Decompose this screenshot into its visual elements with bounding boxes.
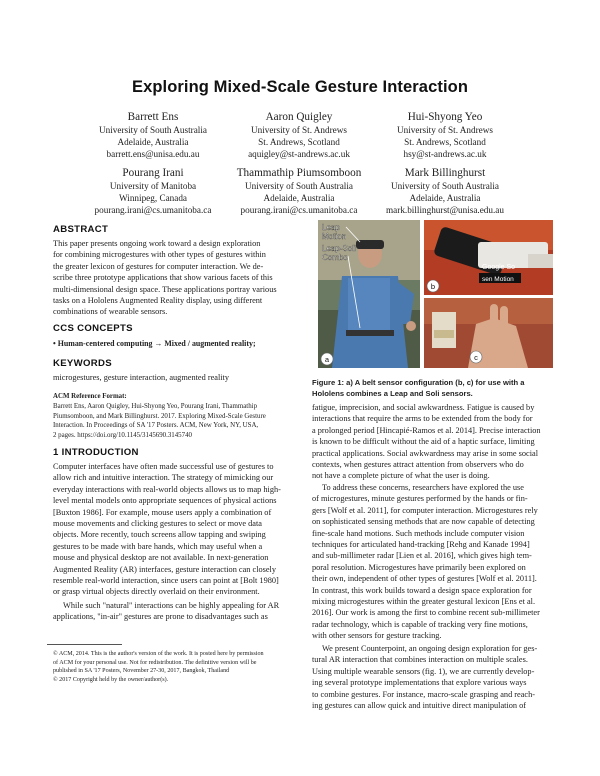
text-line: In contrast, this work builds toward a design space exploration for <box>312 585 532 595</box>
figure-label-google-soli: Google So <box>482 264 516 271</box>
intro-heading: 1 INTRODUCTION <box>53 447 139 458</box>
text-line: tasks on a Hololens Augmented Reality display, using different <box>53 296 263 306</box>
figure-panel-a <box>318 220 420 368</box>
text-line: © 2017 Copyright held by the owner/author(s). <box>53 676 169 683</box>
text-line: or grasp virtual objects directly overlaid on their environment. <box>53 587 260 597</box>
text-line: We present Counterpoint, an ongoing design exploration for ges- <box>322 644 538 653</box>
paper-title: Exploring Mixed-Scale Gesture Interaction <box>131 78 469 96</box>
author-block <box>350 110 540 161</box>
author-location: Winnipeg, Canada <box>118 193 187 204</box>
author-location: Adelaide, Australia <box>117 137 189 148</box>
text-line: 2016]. Our work is among the first to combine recent sub-millimeter <box>312 608 540 618</box>
ccs-heading: CCS CONCEPTS <box>53 323 133 334</box>
intro-body-continued <box>53 600 305 623</box>
text-line: While such "natural" interactions can be highly appealing for AR <box>63 601 280 610</box>
text-line: contexts, when gestures attract attention from observers who do <box>312 460 524 470</box>
text-line: gestures to be made with bare hands, which may useful when a <box>53 541 263 551</box>
text-line: allow rich and intuitive interaction. The strategy of mimicking our <box>53 473 274 483</box>
author-email: pourang.irani@cs.umanitoba.ca <box>240 205 358 216</box>
author-affiliation: University of South Australia <box>99 125 207 135</box>
author-location: Adelaide, Australia <box>409 193 481 204</box>
author-affiliation: University of South Australia <box>391 181 499 191</box>
text-line: Augmented Reality (AR) interfaces, gesture interaction can closely <box>53 564 277 574</box>
text-line: Figure 1: a) A belt sensor configuration (b, c) for use with a <box>312 378 525 387</box>
ccs-text: • Human-centered computing → Mixed / augmented reality; <box>53 339 256 348</box>
figure-label-leap: Leap <box>322 223 340 232</box>
text-line: mouse and physical desktop are not available. In next-generation <box>53 553 269 563</box>
author-name: Mark Billinghurst <box>404 167 486 179</box>
text-line: practical applications. Social awkwardness may arise in some social <box>312 448 539 458</box>
text-line: published in SA '17 Posters, November 27-30, 2017, Bangkok, Thailand <box>53 668 230 675</box>
author-name: Thammathip Piumsomboon <box>236 167 362 179</box>
figure-label-sensor: sen Motion <box>482 276 514 283</box>
text-line: Using multiple wearable sensors (fig. 1), we are currently develop- <box>312 666 535 676</box>
text-line: their own, independent of other types of gestures [Wolf et al. 2011]. <box>312 574 537 584</box>
text-line: Computer interfaces have often made successful use of gestures to <box>53 462 274 471</box>
author-affiliation: University of South Australia <box>245 181 353 191</box>
text-line: the greater lexicon of gestures for computer interaction. We de- <box>53 261 264 271</box>
text-line: Piumsomboon, and Mark Billinghurst. 2017. Exploring Mixed-Scale Gesture <box>53 412 266 420</box>
acm-ref-body <box>53 402 313 440</box>
text-line: This paper presents ongoing work toward a design exploration <box>53 239 261 248</box>
author-email: mark.billinghurst@unisa.edu.au <box>386 205 504 216</box>
intro-body <box>53 461 305 598</box>
text-line: fatigue, imprecision, and social awkwardness. Fatigue is caused by <box>312 403 535 412</box>
footnote <box>53 650 313 684</box>
figure-label-leap-soli: Leap-Soli <box>322 244 356 253</box>
abstract-body <box>53 238 305 318</box>
author-location: Adelaide, Australia <box>263 193 335 204</box>
figure-label-combo: Combo <box>322 253 348 262</box>
author-location: St. Andrews, Scotland <box>258 137 340 148</box>
author-email: aquigley@st-andrews.ac.uk <box>248 149 350 160</box>
text-line: fine-scale hand motions. Such methods include computer vision <box>312 528 525 538</box>
keywords-heading: KEYWORDS <box>53 358 112 369</box>
text-line: ing several prototype implementations that explore various ways <box>312 678 527 688</box>
footnote-rule <box>47 644 122 645</box>
text-line: and sub-millimeter radar [Lien et al. 2016], which gives high tem- <box>312 551 532 561</box>
figure-caption <box>312 378 557 399</box>
text-line: not have a complete picture of what the user is doing. <box>312 471 490 481</box>
text-line: [Buxton 1986]. For example, mouse users apply a combination of <box>53 507 272 517</box>
text-line: © ACM, 2014. This is the author's version of the work. It is posted here by permission <box>53 651 264 657</box>
figure-panel-b <box>424 220 553 295</box>
author-email: hsy@st-andrews.ac.uk <box>403 149 487 160</box>
text-line: To address these concerns, researchers have explored the use <box>322 483 524 492</box>
author-block <box>350 166 540 217</box>
author-affiliation: University of St. Andrews <box>397 125 493 135</box>
right-paragraph-3 <box>312 643 557 711</box>
text-line: scribe three prototype applications that show various facets of this <box>53 273 273 283</box>
text-line: poral resolution. Microgestures have primarily been explored on <box>312 562 526 572</box>
text-line: of ACM for your personal use. Not for redistribution. The definitive version will be <box>53 659 257 666</box>
author-name: Aaron Quigley <box>265 111 333 123</box>
text-line: level mental models onto appropriate sequences of physical actions <box>53 496 277 506</box>
text-line: techniques for articulated hand-tracking [Rehg and Kanade 1994] <box>312 540 530 550</box>
text-line: gers [Wolf et al. 2011], for computer interaction. Microgestures rely <box>312 505 538 515</box>
author-name: Barrett Ens <box>127 111 179 123</box>
text-line: a prolonged period [Hincapié-Ramos et al. 2014]. Precise interaction <box>312 425 541 435</box>
figure-label-b: b <box>430 282 436 291</box>
abstract-heading: ABSTRACT <box>53 224 109 235</box>
figure-panel-c <box>424 298 553 368</box>
text-line: ing gestures can allow quick and intuitive direct manipulation of <box>312 701 527 711</box>
text-line: applications, "in-air" gestures are prone to disadvantages such as <box>53 612 268 622</box>
text-line: on sophisticated sensing methods that are now capable of detecting <box>312 517 535 527</box>
text-line: of microgestures, minute gestures performed by the hands or fin- <box>312 494 528 504</box>
figure-label-motion: Motion <box>322 232 347 241</box>
text-line: combinations of wearable sensors. <box>53 307 168 317</box>
text-line: interactions that require the arms to be extended from the body for <box>312 414 533 424</box>
text-line: for combining microgestures with other types of gestures within <box>53 250 266 260</box>
text-line: multi-dimensional design space. These applications portray various <box>53 284 277 294</box>
text-line: resemble real-world interaction, since users can point at [Bolt 1980] <box>53 576 279 586</box>
text-line: 2 pages. https://doi.org/10.1145/3145690.3145740 <box>53 431 192 439</box>
acm-ref-heading: ACM Reference Format: <box>53 393 127 400</box>
right-paragraph-2 <box>312 482 557 642</box>
author-location: St. Andrews, Scotland <box>404 137 486 148</box>
author-email: barrett.ens@unisa.edu.au <box>106 149 200 160</box>
text-line: radar technology, which is capable of tracking very fine motions, <box>312 619 528 629</box>
text-line: to combine gestures. For instance, macro-scale grasping and reach- <box>312 689 536 699</box>
author-name: Pourang Irani <box>122 167 184 179</box>
text-line: mixing microgestures within the greater gestural lexicon [Ens et al. <box>312 597 536 607</box>
text-line: tural AR interaction that combines interaction on multiple scales. <box>312 655 528 665</box>
text-line: with other sensors for gesture tracking. <box>312 631 442 641</box>
text-line: Hololens combines a Leap and Soli sensors. <box>312 388 473 398</box>
author-affiliation: University of St. Andrews <box>251 125 347 135</box>
figure-label-a: a <box>324 355 330 364</box>
text-line: is known to be difficult without the aid of a haptic surface, limiting <box>312 437 535 447</box>
figure-label-c: c <box>474 353 478 362</box>
author-name: Hui-Shyong Yeo <box>407 111 483 123</box>
right-paragraph-1 <box>312 402 557 482</box>
figure-1 <box>318 220 553 368</box>
keywords-text: microgestures, gesture interaction, augmented reality <box>53 373 230 382</box>
text-line: objects. More recently, touch screens allow tapping and swiping <box>53 530 266 540</box>
text-line: Barrett Ens, Aaron Quigley, Hui-Shyong Yeo, Pourang Irani, Thammathip <box>53 403 258 410</box>
author-affiliation: University of Manitoba <box>109 181 197 191</box>
text-line: everyday interactions with real-world objects allows us to map high- <box>53 484 281 494</box>
text-line: mouse movements and clicking gestures to select or move data <box>53 519 262 529</box>
text-line: Interaction. In Proceedings of SA '17 Posters. ACM, New York, NY, USA, <box>53 422 259 430</box>
author-email: pourang.irani@cs.umanitoba.ca <box>94 205 212 216</box>
